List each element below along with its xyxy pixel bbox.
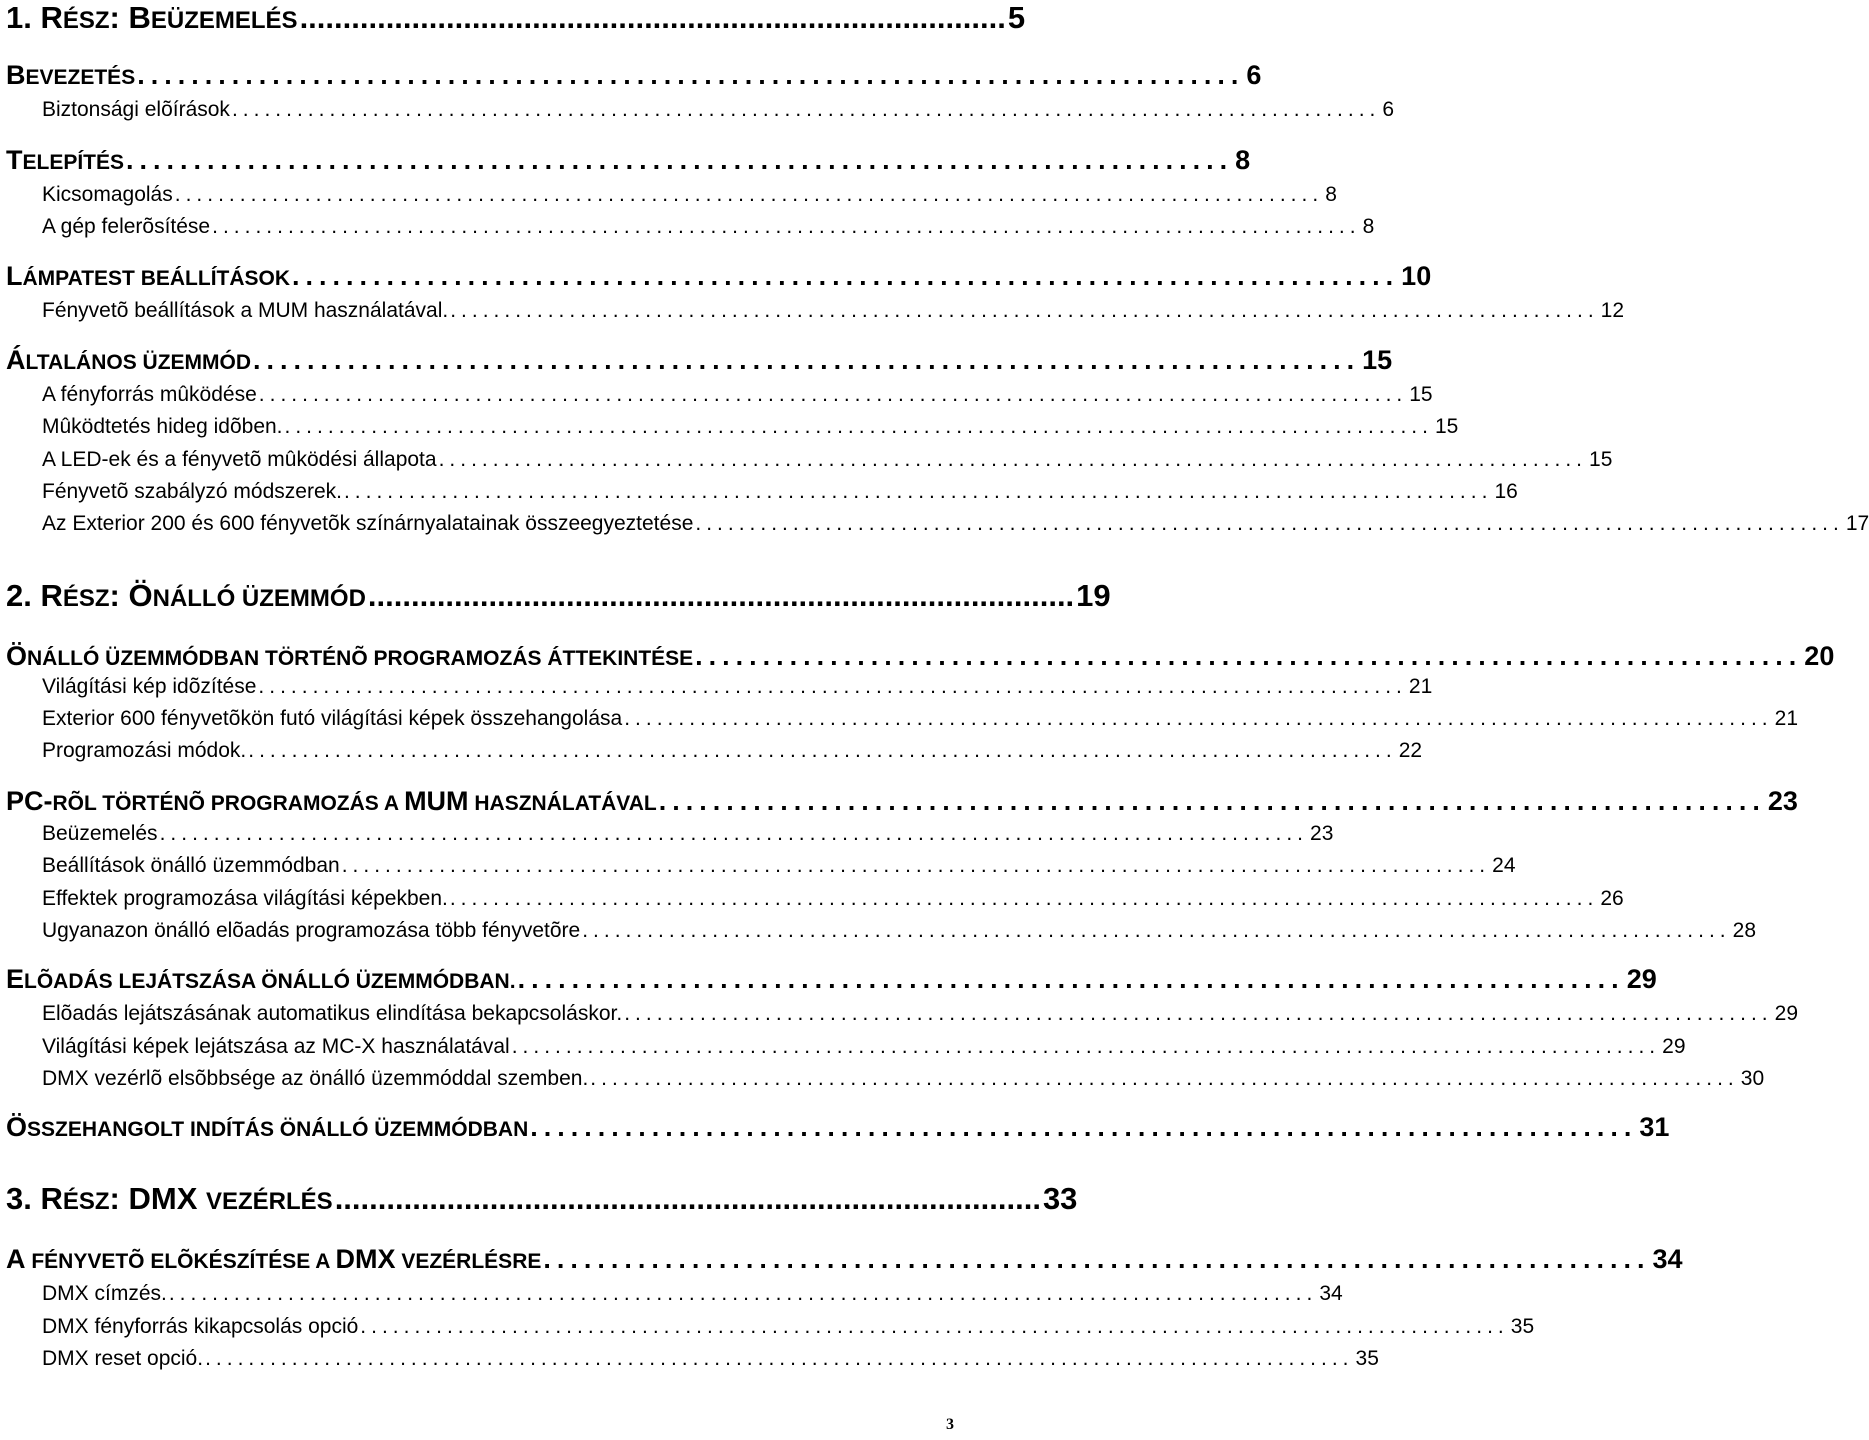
toc-section-telepites[interactable] (6, 145, 1251, 176)
page-number: 22 (1398, 739, 1423, 762)
dot-leader: .......................................................................................................... (511, 1035, 1661, 1058)
part-title: 2. RÉSZ: ÖNÁLLÓ ÜZEMMÓD (6, 578, 366, 613)
toc-entry[interactable] (42, 822, 1334, 846)
section-title: LÁMPATEST BEÁLLÍTÁSOK (6, 261, 291, 291)
toc-part-3[interactable] (6, 1181, 1078, 1217)
dot-leader: .................................................................................. (126, 145, 1234, 175)
toc-section-lampatest[interactable] (6, 261, 1432, 292)
entry-title: A fényforrás mûködése (42, 383, 257, 406)
entry-title: Elõadás lejátszásának automatikus elindítása bekapcsoláskor. (42, 1002, 623, 1025)
dot-leader: .......................................................................................................... (205, 1347, 1354, 1370)
dot-leader: .................................................................................. (367, 578, 1075, 613)
section-title: BEVEZETÉS (6, 60, 136, 90)
page-number: 34 (1652, 1244, 1683, 1274)
entry-title: Effektek programozása világítási képekben. (42, 887, 448, 910)
entry-title: Exterior 600 fényvetõkön futó világítási képek összehangolása (42, 707, 623, 730)
page-number: 29 (1774, 1002, 1799, 1025)
entry-title: Kicsomagolás (42, 183, 173, 206)
dot-leader: .......................................................................................................... (449, 887, 1599, 910)
section-title: ÖNÁLLÓ ÜZEMMÓDBAN TÖRTÉNÕ PROGRAMOZÁS ÁTTEKINTÉSE (6, 641, 694, 671)
dot-leader: .......................................................................................................... (284, 415, 1433, 438)
section-title: ELÕADÁS LEJÁTSZÁSA ÖNÁLLÓ ÜZEMMÓDBAN. (6, 964, 516, 994)
page-number: 23 (1310, 822, 1334, 845)
entry-title: Beüzemelés (42, 822, 158, 845)
dot-leader: .......................................................................................................... (168, 1282, 1318, 1305)
page-number: 8 (1362, 215, 1375, 238)
dot-leader: .......................................................................................................... (343, 480, 1493, 503)
toc-part-1[interactable] (6, 0, 1026, 36)
toc-entry[interactable] (42, 215, 1375, 239)
section-title: TELEPÍTÉS (6, 145, 125, 175)
page-number: 8 (1235, 145, 1251, 175)
dot-leader: .......................................................................................................... (212, 215, 1361, 238)
toc-entry[interactable] (42, 1035, 1686, 1059)
page-number: 24 (1492, 854, 1516, 877)
page-number: 5 (1007, 0, 1026, 35)
page-number: 19 (1076, 578, 1111, 613)
part-title: 1. RÉSZ: BEÜZEMELÉS (6, 0, 298, 35)
toc-entry[interactable] (42, 98, 1395, 122)
entry-title: Fényvetõ szabályzó módszerek. (42, 480, 342, 503)
entry-title: A LED-ek és a fényvetõ mûködési állapota (42, 448, 437, 471)
page-number: 23 (1767, 786, 1798, 816)
toc-section-altalanos[interactable] (6, 345, 1393, 376)
dot-leader: .......................................................................................................... (360, 1315, 1509, 1338)
entry-title: Az Exterior 200 és 600 fényvetõk színárnyalatainak összeegyeztetése (42, 512, 694, 535)
page-number: 10 (1401, 261, 1432, 291)
entry-title: Ugyanazon önálló elõadás programozása több fényvetõre (42, 919, 581, 942)
entry-title: Világítási kép idõzítése (42, 675, 257, 698)
toc-entry[interactable] (42, 480, 1518, 504)
toc-entry[interactable] (42, 739, 1423, 763)
toc-entry[interactable] (42, 1282, 1343, 1306)
toc-entry[interactable] (42, 1347, 1379, 1371)
page-number: 35 (1355, 1347, 1379, 1370)
toc-entry[interactable] (42, 887, 1624, 911)
dot-leader: .......................................................................................................... (231, 98, 1381, 121)
page-number: 28 (1732, 919, 1757, 942)
toc-entry[interactable] (42, 707, 1799, 731)
entry-title: Világítási képek lejátszása az MC-X használatával (42, 1035, 510, 1058)
dot-leader: .................................................................................. (517, 964, 1625, 994)
dot-leader: .................................................................................. (299, 0, 1006, 35)
page-number: 6 (1246, 60, 1262, 90)
toc-entry[interactable] (42, 675, 1433, 699)
page-number: 15 (1409, 383, 1433, 406)
page-number: 30 (1740, 1067, 1765, 1090)
toc-entry[interactable] (42, 299, 1625, 323)
footer-page-number: 3 (946, 1416, 954, 1433)
page-number: 29 (1662, 1035, 1686, 1058)
page-number: 34 (1319, 1282, 1343, 1305)
part-title: 3. RÉSZ: DMX VEZÉRLÉS (6, 1181, 333, 1216)
entry-title: Biztonsági elõírások (42, 98, 230, 121)
dot-leader: .......................................................................................................... (174, 183, 1324, 206)
dot-leader: .......................................................................................................... (450, 299, 1599, 322)
toc-entry[interactable] (42, 448, 1613, 472)
toc-entry[interactable] (42, 1315, 1535, 1339)
toc-entry[interactable] (42, 919, 1757, 943)
entry-title: A gép felerõsítése (42, 215, 211, 238)
dot-leader: .................................................................................. (137, 60, 1245, 90)
dot-leader: .......................................................................................................... (258, 675, 1407, 698)
entry-title: DMX reset opció. (42, 1347, 204, 1370)
dot-leader: .................................................................................. (292, 261, 1400, 291)
page-number: 15 (1434, 415, 1459, 438)
dot-leader: .......................................................................................................... (438, 448, 1588, 471)
page-number: 6 (1382, 98, 1395, 121)
toc-entry[interactable] (42, 854, 1516, 878)
page-number: 31 (1639, 1112, 1670, 1142)
page-number: 33 (1042, 1181, 1078, 1216)
toc-section-attekintes[interactable] (6, 641, 1835, 672)
page-number: 35 (1510, 1315, 1535, 1338)
dot-leader: .................................................................................. (695, 641, 1803, 671)
page-number: 8 (1325, 183, 1337, 206)
toc-entry[interactable] (42, 1067, 1765, 1091)
page-number: 12 (1600, 299, 1625, 322)
dot-leader: .......................................................................................................... (624, 1002, 1773, 1025)
toc-section-dmx-elokeszites[interactable] (6, 1244, 1683, 1275)
dot-leader: .................................................................................. (253, 345, 1361, 375)
dot-leader: .......................................................................................................... (695, 512, 1844, 535)
toc-entry[interactable] (42, 512, 1869, 536)
entry-title: Programozási módok. (42, 739, 247, 762)
dot-leader: .................................................................................. (334, 1181, 1041, 1216)
entry-title: Beállítások önálló üzemmódban (42, 854, 340, 877)
entry-title: DMX vezérlõ elsõbbsége az önálló üzemmóddal szemben. (42, 1067, 589, 1090)
section-title: A FÉNYVETÕ ELÕKÉSZÍTÉSE A DMX VEZÉRLÉSRE (6, 1244, 542, 1274)
dot-leader: .......................................................................................................... (590, 1067, 1739, 1090)
toc-entry[interactable] (42, 383, 1433, 407)
dot-leader: .................................................................................. (658, 786, 1766, 816)
toc-section-osszehangolt[interactable] (6, 1112, 1670, 1143)
entry-title: Fényvetõ beállítások a MUM használatával. (42, 299, 449, 322)
page-number: 21 (1408, 675, 1433, 698)
entry-title: DMX címzés. (42, 1282, 167, 1305)
page-number: 21 (1774, 707, 1799, 730)
page-number: 15 (1589, 448, 1613, 471)
page-number: 15 (1362, 345, 1393, 375)
dot-leader: .................................................................................. (543, 1244, 1651, 1274)
toc-entry[interactable] (42, 183, 1337, 207)
toc-entry[interactable] (42, 415, 1459, 439)
dot-leader: .......................................................................................................... (582, 919, 1731, 942)
dot-leader: .......................................................................................................... (624, 707, 1773, 730)
page-number: 20 (1804, 641, 1835, 671)
page-number: 16 (1494, 480, 1518, 503)
dot-leader: .......................................................................................................... (159, 822, 1309, 845)
dot-leader: .......................................................................................................... (258, 383, 1408, 406)
dot-leader: .................................................................................. (530, 1112, 1638, 1142)
toc-section-pc-mum[interactable] (6, 786, 1798, 817)
section-title: ÁLTALÁNOS ÜZEMMÓD (6, 345, 252, 375)
toc-section-bevezetes[interactable] (6, 60, 1262, 91)
page-number: 29 (1626, 964, 1657, 994)
toc-part-2[interactable] (6, 578, 1111, 614)
section-title: ÖSSZEHANGOLT INDÍTÁS ÖNÁLLÓ ÜZEMMÓDBAN (6, 1112, 529, 1142)
toc-entry[interactable] (42, 1002, 1799, 1026)
section-title: PC-RÕL TÖRTÉNÕ PROGRAMOZÁS A MUM HASZNÁLATÁVAL (6, 786, 657, 816)
page-number: 17 (1845, 512, 1869, 535)
page-number: 26 (1600, 887, 1624, 910)
dot-leader: .......................................................................................................... (341, 854, 1491, 877)
entry-title: Mûködtetés hideg idõben. (42, 415, 283, 438)
dot-leader: .......................................................................................................... (248, 739, 1397, 762)
toc-section-eloadas[interactable] (6, 964, 1657, 995)
entry-title: DMX fényforrás kikapcsolás opció (42, 1315, 359, 1338)
